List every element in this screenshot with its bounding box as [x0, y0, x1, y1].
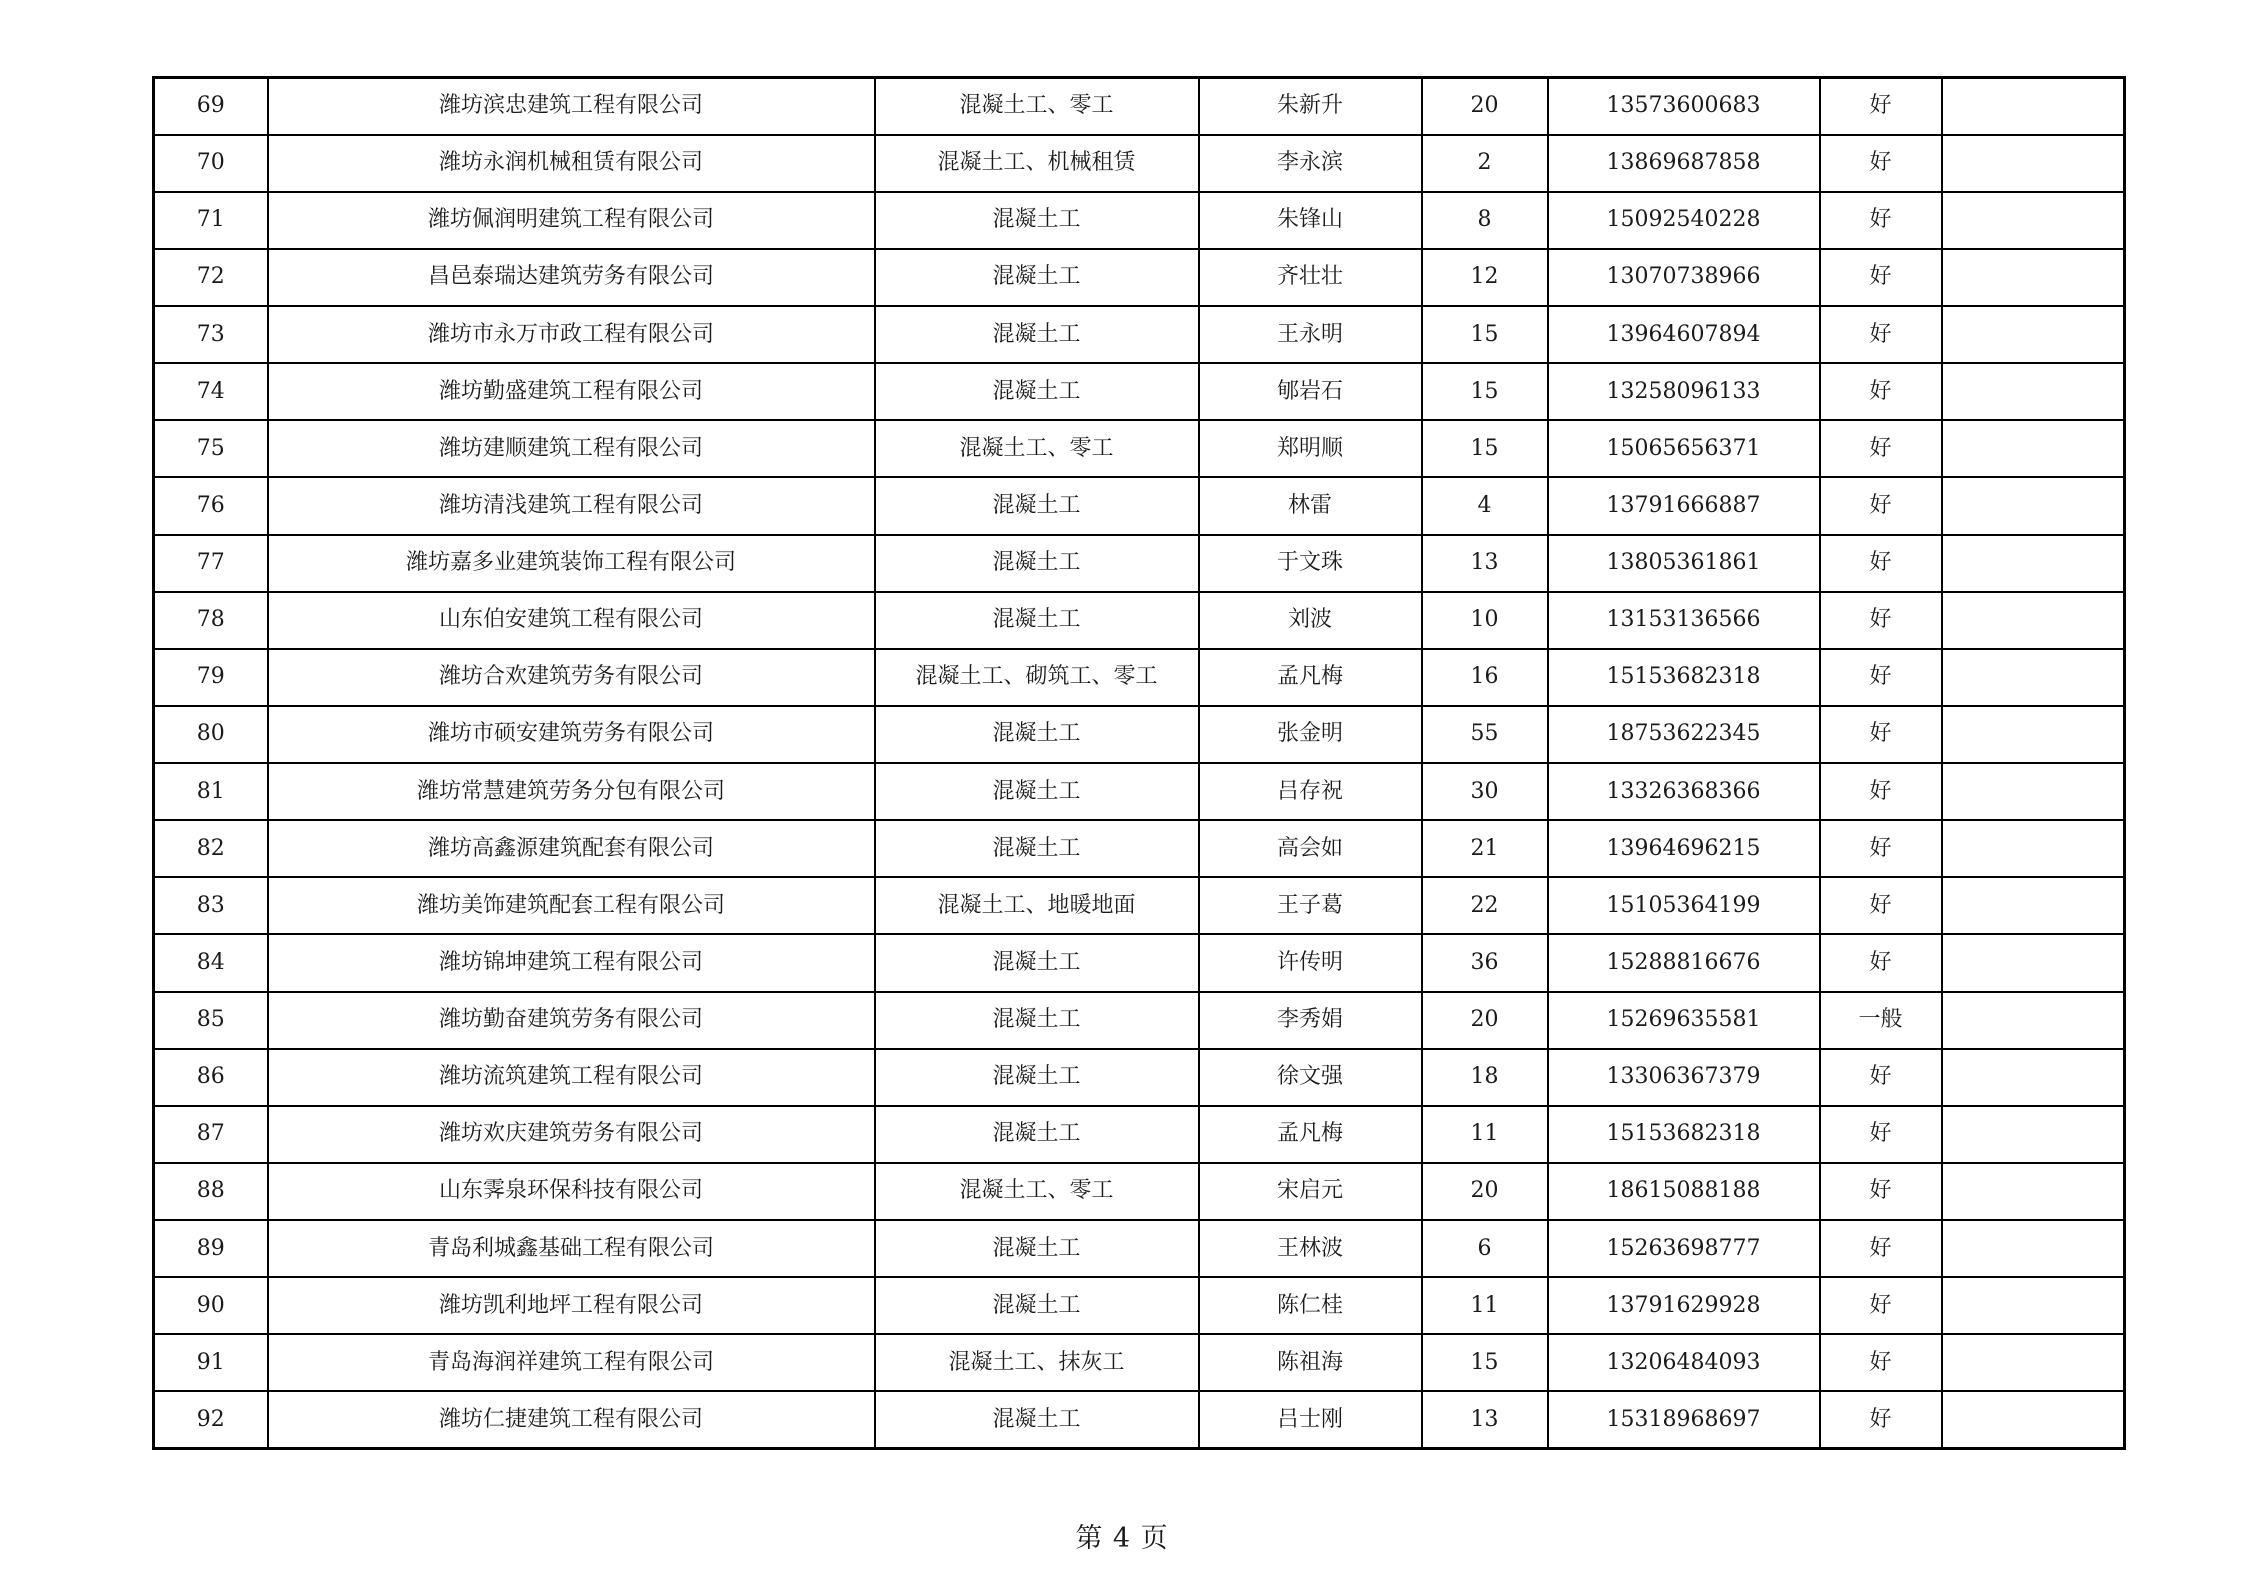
cell-company: 青岛利城鑫基础工程有限公司	[268, 1220, 875, 1277]
cell-work-type: 混凝土工	[875, 763, 1199, 820]
cell-remark	[1942, 477, 2125, 534]
cell-work-type: 混凝土工	[875, 820, 1199, 877]
cell-work-type: 混凝土工、机械租赁	[875, 135, 1199, 192]
cell-remark	[1942, 1391, 2125, 1448]
cell-company: 潍坊永润机械租赁有限公司	[268, 135, 875, 192]
cell-headcount: 20	[1422, 1163, 1548, 1220]
cell-remark	[1942, 249, 2125, 306]
cell-work-type: 混凝土工	[875, 535, 1199, 592]
cell-contact: 王永明	[1199, 306, 1422, 363]
table-row	[154, 1106, 2125, 1163]
cell-rating: 好	[1820, 1277, 1942, 1334]
cell-remark	[1942, 1163, 2125, 1220]
table-row	[154, 1334, 2125, 1391]
cell-index: 84	[154, 934, 268, 991]
table-row	[154, 877, 2125, 934]
cell-rating: 好	[1820, 477, 1942, 534]
cell-company: 潍坊市硕安建筑劳务有限公司	[268, 706, 875, 763]
cell-phone: 13306367379	[1548, 1049, 1820, 1106]
cell-contact: 王子葛	[1199, 877, 1422, 934]
cell-index: 80	[154, 706, 268, 763]
cell-contact: 朱新升	[1199, 78, 1422, 135]
cell-rating: 好	[1820, 78, 1942, 135]
cell-index: 92	[154, 1391, 268, 1448]
cell-company: 昌邑泰瑞达建筑劳务有限公司	[268, 249, 875, 306]
cell-phone: 15105364199	[1548, 877, 1820, 934]
table-row	[154, 992, 2125, 1049]
cell-index: 88	[154, 1163, 268, 1220]
cell-index: 72	[154, 249, 268, 306]
cell-index: 83	[154, 877, 268, 934]
cell-phone: 13326368366	[1548, 763, 1820, 820]
cell-headcount: 22	[1422, 877, 1548, 934]
cell-phone: 15092540228	[1548, 192, 1820, 249]
cell-headcount: 36	[1422, 934, 1548, 991]
cell-headcount: 55	[1422, 706, 1548, 763]
table-row	[154, 192, 2125, 249]
cell-remark	[1942, 535, 2125, 592]
cell-rating: 好	[1820, 706, 1942, 763]
cell-remark	[1942, 877, 2125, 934]
cell-contact: 孟凡梅	[1199, 649, 1422, 706]
cell-headcount: 10	[1422, 592, 1548, 649]
cell-work-type: 混凝土工、地暖地面	[875, 877, 1199, 934]
cell-index: 73	[154, 306, 268, 363]
table-row	[154, 306, 2125, 363]
cell-remark	[1942, 192, 2125, 249]
cell-remark	[1942, 1334, 2125, 1391]
cell-remark	[1942, 649, 2125, 706]
cell-company: 青岛海润祥建筑工程有限公司	[268, 1334, 875, 1391]
table-row	[154, 78, 2125, 135]
cell-index: 87	[154, 1106, 268, 1163]
cell-rating: 好	[1820, 934, 1942, 991]
table-row	[154, 592, 2125, 649]
table-row	[154, 706, 2125, 763]
cell-index: 82	[154, 820, 268, 877]
cell-company: 潍坊勤奋建筑劳务有限公司	[268, 992, 875, 1049]
cell-contact: 吕存祝	[1199, 763, 1422, 820]
cell-company: 潍坊建顺建筑工程有限公司	[268, 420, 875, 477]
cell-headcount: 2	[1422, 135, 1548, 192]
cell-company: 潍坊清浅建筑工程有限公司	[268, 477, 875, 534]
cell-index: 71	[154, 192, 268, 249]
cell-remark	[1942, 78, 2125, 135]
cell-headcount: 15	[1422, 420, 1548, 477]
cell-contact: 郇岩石	[1199, 363, 1422, 420]
cell-work-type: 混凝土工	[875, 477, 1199, 534]
cell-phone: 18615088188	[1548, 1163, 1820, 1220]
cell-remark	[1942, 1106, 2125, 1163]
cell-work-type: 混凝土工	[875, 592, 1199, 649]
cell-index: 89	[154, 1220, 268, 1277]
cell-contact: 徐文强	[1199, 1049, 1422, 1106]
cell-phone: 13805361861	[1548, 535, 1820, 592]
cell-remark	[1942, 820, 2125, 877]
table-row	[154, 820, 2125, 877]
table-row	[154, 934, 2125, 991]
cell-phone: 15269635581	[1548, 992, 1820, 1049]
cell-work-type: 混凝土工	[875, 1391, 1199, 1448]
cell-headcount: 30	[1422, 763, 1548, 820]
cell-rating: 好	[1820, 192, 1942, 249]
cell-phone: 13869687858	[1548, 135, 1820, 192]
cell-work-type: 混凝土工	[875, 1106, 1199, 1163]
cell-headcount: 20	[1422, 992, 1548, 1049]
table-row	[154, 1391, 2125, 1448]
cell-company: 潍坊流筑建筑工程有限公司	[268, 1049, 875, 1106]
cell-rating: 好	[1820, 592, 1942, 649]
cell-company: 潍坊滨忠建筑工程有限公司	[268, 78, 875, 135]
cell-phone: 15263698777	[1548, 1220, 1820, 1277]
cell-rating: 好	[1820, 1049, 1942, 1106]
table-row	[154, 1277, 2125, 1334]
cell-remark	[1942, 1277, 2125, 1334]
cell-index: 79	[154, 649, 268, 706]
cell-contact: 郑明顺	[1199, 420, 1422, 477]
cell-headcount: 13	[1422, 535, 1548, 592]
cell-rating: 好	[1820, 877, 1942, 934]
cell-index: 85	[154, 992, 268, 1049]
cell-rating: 好	[1820, 363, 1942, 420]
cell-headcount: 20	[1422, 78, 1548, 135]
cell-company: 潍坊凯利地坪工程有限公司	[268, 1277, 875, 1334]
cell-rating: 好	[1820, 1106, 1942, 1163]
cell-headcount: 16	[1422, 649, 1548, 706]
cell-index: 81	[154, 763, 268, 820]
cell-company: 潍坊常慧建筑劳务分包有限公司	[268, 763, 875, 820]
cell-contact: 陈仁桂	[1199, 1277, 1422, 1334]
cell-headcount: 18	[1422, 1049, 1548, 1106]
table-row	[154, 477, 2125, 534]
table-row	[154, 649, 2125, 706]
cell-phone: 13258096133	[1548, 363, 1820, 420]
cell-company: 山东伯安建筑工程有限公司	[268, 592, 875, 649]
cell-remark	[1942, 135, 2125, 192]
cell-remark	[1942, 306, 2125, 363]
cell-index: 86	[154, 1049, 268, 1106]
cell-contact: 朱锋山	[1199, 192, 1422, 249]
cell-work-type: 混凝土工、零工	[875, 1163, 1199, 1220]
cell-rating: 好	[1820, 135, 1942, 192]
cell-company: 潍坊高鑫源建筑配套有限公司	[268, 820, 875, 877]
cell-headcount: 8	[1422, 192, 1548, 249]
cell-headcount: 21	[1422, 820, 1548, 877]
cell-work-type: 混凝土工、零工	[875, 420, 1199, 477]
table-body	[154, 78, 2125, 1449]
cell-headcount: 15	[1422, 306, 1548, 363]
cell-remark	[1942, 992, 2125, 1049]
cell-rating: 好	[1820, 420, 1942, 477]
table-row	[154, 535, 2125, 592]
cell-phone: 13153136566	[1548, 592, 1820, 649]
cell-index: 78	[154, 592, 268, 649]
cell-rating: 好	[1820, 649, 1942, 706]
cell-rating: 好	[1820, 1334, 1942, 1391]
cell-contact: 宋启元	[1199, 1163, 1422, 1220]
cell-index: 74	[154, 363, 268, 420]
cell-headcount: 11	[1422, 1277, 1548, 1334]
cell-index: 70	[154, 135, 268, 192]
cell-rating: 好	[1820, 535, 1942, 592]
cell-contact: 李永滨	[1199, 135, 1422, 192]
cell-phone: 15153682318	[1548, 1106, 1820, 1163]
cell-rating: 好	[1820, 820, 1942, 877]
cell-remark	[1942, 934, 2125, 991]
cell-phone: 13964696215	[1548, 820, 1820, 877]
cell-company: 潍坊勤盛建筑工程有限公司	[268, 363, 875, 420]
cell-headcount: 6	[1422, 1220, 1548, 1277]
cell-phone: 18753622345	[1548, 706, 1820, 763]
cell-phone: 13791666887	[1548, 477, 1820, 534]
cell-company: 潍坊市永万市政工程有限公司	[268, 306, 875, 363]
cell-contact: 王林波	[1199, 1220, 1422, 1277]
cell-remark	[1942, 1220, 2125, 1277]
cell-company: 潍坊佩润明建筑工程有限公司	[268, 192, 875, 249]
cell-contact: 刘波	[1199, 592, 1422, 649]
cell-contact: 孟凡梅	[1199, 1106, 1422, 1163]
cell-remark	[1942, 763, 2125, 820]
cell-company: 潍坊欢庆建筑劳务有限公司	[268, 1106, 875, 1163]
table-row	[154, 135, 2125, 192]
cell-rating: 好	[1820, 1391, 1942, 1448]
cell-remark	[1942, 1049, 2125, 1106]
cell-work-type: 混凝土工	[875, 192, 1199, 249]
cell-remark	[1942, 706, 2125, 763]
cell-company: 潍坊合欢建筑劳务有限公司	[268, 649, 875, 706]
table-row	[154, 420, 2125, 477]
cell-contact: 于文珠	[1199, 535, 1422, 592]
cell-phone: 13964607894	[1548, 306, 1820, 363]
cell-headcount: 15	[1422, 363, 1548, 420]
cell-rating: 好	[1820, 249, 1942, 306]
cell-phone: 15153682318	[1548, 649, 1820, 706]
cell-phone: 13070738966	[1548, 249, 1820, 306]
cell-contact: 高会如	[1199, 820, 1422, 877]
contractor-table	[152, 76, 2126, 1450]
cell-rating: 好	[1820, 763, 1942, 820]
table-row	[154, 763, 2125, 820]
cell-company: 潍坊仁捷建筑工程有限公司	[268, 1391, 875, 1448]
cell-company: 潍坊嘉多业建筑装饰工程有限公司	[268, 535, 875, 592]
cell-contact: 许传明	[1199, 934, 1422, 991]
cell-index: 77	[154, 535, 268, 592]
cell-company: 山东霁泉环保科技有限公司	[268, 1163, 875, 1220]
cell-work-type: 混凝土工	[875, 306, 1199, 363]
cell-phone: 13573600683	[1548, 78, 1820, 135]
cell-phone: 15065656371	[1548, 420, 1820, 477]
cell-headcount: 13	[1422, 1391, 1548, 1448]
cell-work-type: 混凝土工	[875, 1220, 1199, 1277]
cell-work-type: 混凝土工	[875, 363, 1199, 420]
cell-rating: 好	[1820, 306, 1942, 363]
cell-remark	[1942, 420, 2125, 477]
cell-work-type: 混凝土工	[875, 992, 1199, 1049]
cell-work-type: 混凝土工	[875, 934, 1199, 991]
cell-headcount: 4	[1422, 477, 1548, 534]
cell-company: 潍坊美饰建筑配套工程有限公司	[268, 877, 875, 934]
cell-contact: 张金明	[1199, 706, 1422, 763]
cell-contact: 林雷	[1199, 477, 1422, 534]
cell-index: 75	[154, 420, 268, 477]
table-row	[154, 1163, 2125, 1220]
cell-phone: 15318968697	[1548, 1391, 1820, 1448]
table-row	[154, 1049, 2125, 1106]
cell-rating: 一般	[1820, 992, 1942, 1049]
cell-contact: 吕士刚	[1199, 1391, 1422, 1448]
cell-work-type: 混凝土工	[875, 249, 1199, 306]
cell-phone: 15288816676	[1548, 934, 1820, 991]
table-row	[154, 249, 2125, 306]
cell-work-type: 混凝土工	[875, 706, 1199, 763]
cell-rating: 好	[1820, 1163, 1942, 1220]
page-number: 第 4 页	[1075, 1523, 1169, 1554]
cell-contact: 齐壮壮	[1199, 249, 1422, 306]
cell-index: 69	[154, 78, 268, 135]
cell-work-type: 混凝土工、零工	[875, 78, 1199, 135]
cell-headcount: 15	[1422, 1334, 1548, 1391]
cell-contact: 李秀娟	[1199, 992, 1422, 1049]
cell-work-type: 混凝土工	[875, 1049, 1199, 1106]
cell-remark	[1942, 363, 2125, 420]
cell-phone: 13791629928	[1548, 1277, 1820, 1334]
cell-index: 91	[154, 1334, 268, 1391]
cell-work-type: 混凝土工、砌筑工、零工	[875, 649, 1199, 706]
cell-headcount: 11	[1422, 1106, 1548, 1163]
table-row	[154, 363, 2125, 420]
cell-headcount: 12	[1422, 249, 1548, 306]
cell-work-type: 混凝土工、抹灰工	[875, 1334, 1199, 1391]
cell-remark	[1942, 592, 2125, 649]
cell-work-type: 混凝土工	[875, 1277, 1199, 1334]
cell-index: 90	[154, 1277, 268, 1334]
cell-rating: 好	[1820, 1220, 1942, 1277]
cell-company: 潍坊锦坤建筑工程有限公司	[268, 934, 875, 991]
cell-contact: 陈祖海	[1199, 1334, 1422, 1391]
table-row	[154, 1220, 2125, 1277]
cell-phone: 13206484093	[1548, 1334, 1820, 1391]
cell-index: 76	[154, 477, 268, 534]
